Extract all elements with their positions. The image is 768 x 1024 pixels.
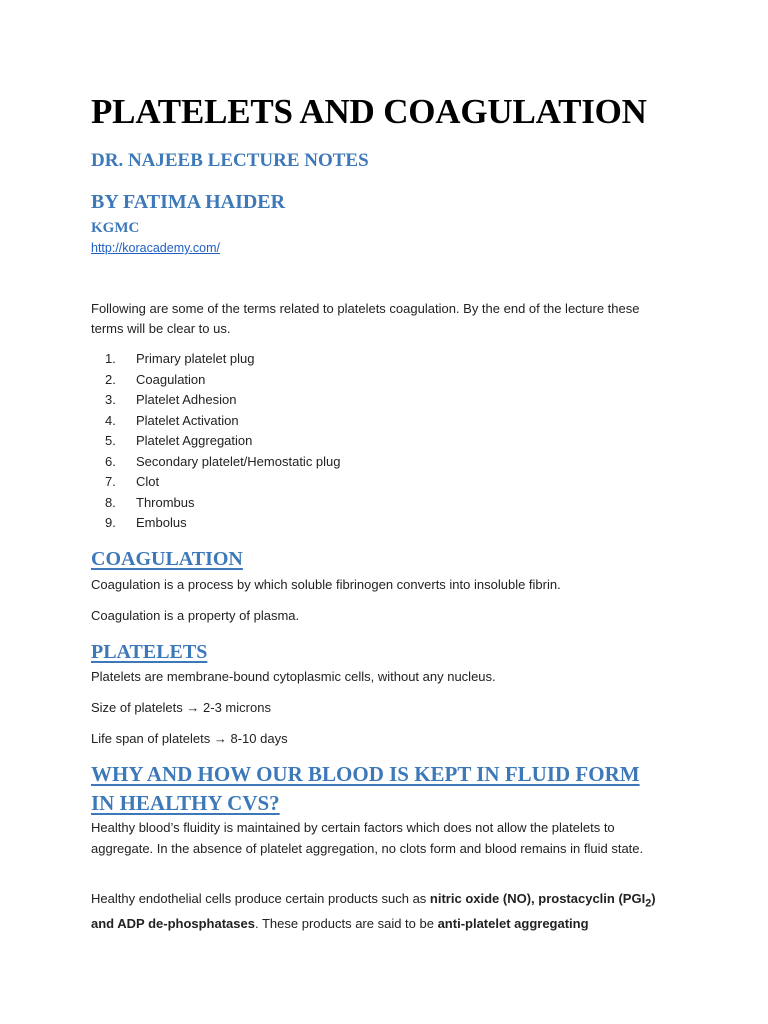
author-line: BY FATIMA HAIDER [91,191,286,213]
list-item-number: 4. [105,412,116,428]
list-item-label: Primary platelet plug [136,351,255,366]
platelet-lifespan-value: 8-10 days [230,731,288,746]
endothelial-products: nitric oxide (NO), prostacyclin (PGI [429,891,646,906]
list-item-label: Clot [136,474,160,489]
institution-label: KGMC [91,220,140,236]
platelets-heading: PLATELETS [91,641,208,663]
list-item-number: 1. [105,351,116,366]
list-item-label: Platelet Adhesion [136,392,237,407]
list-item-number: 7. [105,474,116,489]
fluidity-paragraph: Healthy blood’s fluidity is maintained by certain factors which does not allow the platelets to aggregate. In the absence of platelet aggregation, no clots form and blood remains in fluid state. [91,820,644,856]
list-item-number: 2. [105,371,116,387]
endothelial-paragraph [91,889,671,935]
list-item-number: 8. [105,494,116,510]
list-item-number: 9. [105,515,116,530]
list-item-label: Platelet Aggregation [136,433,253,448]
platelet-lifespan-label: Life span of platelets [91,731,211,746]
coagulation-property: Coagulation is a property of plasma. [91,608,300,623]
lecture-subtitle: DR. NAJEEB LECTURE NOTES [91,150,369,171]
subscript-2: 2 [645,897,652,910]
right-arrow-icon: → [186,700,200,715]
platelet-size [91,698,671,718]
anti-platelet-term: anti-platelet aggregating [437,916,589,932]
platelet-size-value: 2-3 microns [203,700,271,715]
platelet-size-label: Size of platelets [91,700,183,715]
intro-paragraph: Following are some of the terms related to platelets coagulation. By the end of the lecture these terms will be clear to us. [91,301,640,336]
list-item-label: Platelet Activation [136,412,239,428]
endothelial-text-2: . These products are said to be [254,916,438,932]
list-item-number: 6. [105,453,116,469]
list-item-label: Secondary platelet/Hemostatic plug [136,453,341,469]
endothelial-text-1: Healthy endothelial cells produce certain products such as [91,891,430,906]
platelet-lifespan [91,729,671,749]
endothelial-products-2: ) and ADP de-phosphatases [91,891,656,932]
fluid-blood-heading: WHY AND HOW OUR BLOOD IS KEPT IN FLUID FORM IN HEALTHY CVS? [91,762,640,815]
list-item-number: 5. [105,433,116,448]
platelets-definition: Platelets are membrane-bound cytoplasmic cells, without any nucleus. [91,669,496,684]
website-link[interactable]: http://koracademy.com/ [91,241,220,255]
list-item-label: Thrombus [136,494,195,510]
coagulation-definition: Coagulation is a process by which soluble fibrinogen converts into insoluble fibrin. [91,577,561,592]
coagulation-heading: COAGULATION [91,548,243,570]
list-item-label: Embolus [136,515,187,530]
list-item-number: 3. [105,392,116,407]
page-title: PLATELETS AND COAGULATION [91,92,647,131]
list-item-label: Coagulation [136,371,206,387]
right-arrow-icon: → [213,731,227,746]
